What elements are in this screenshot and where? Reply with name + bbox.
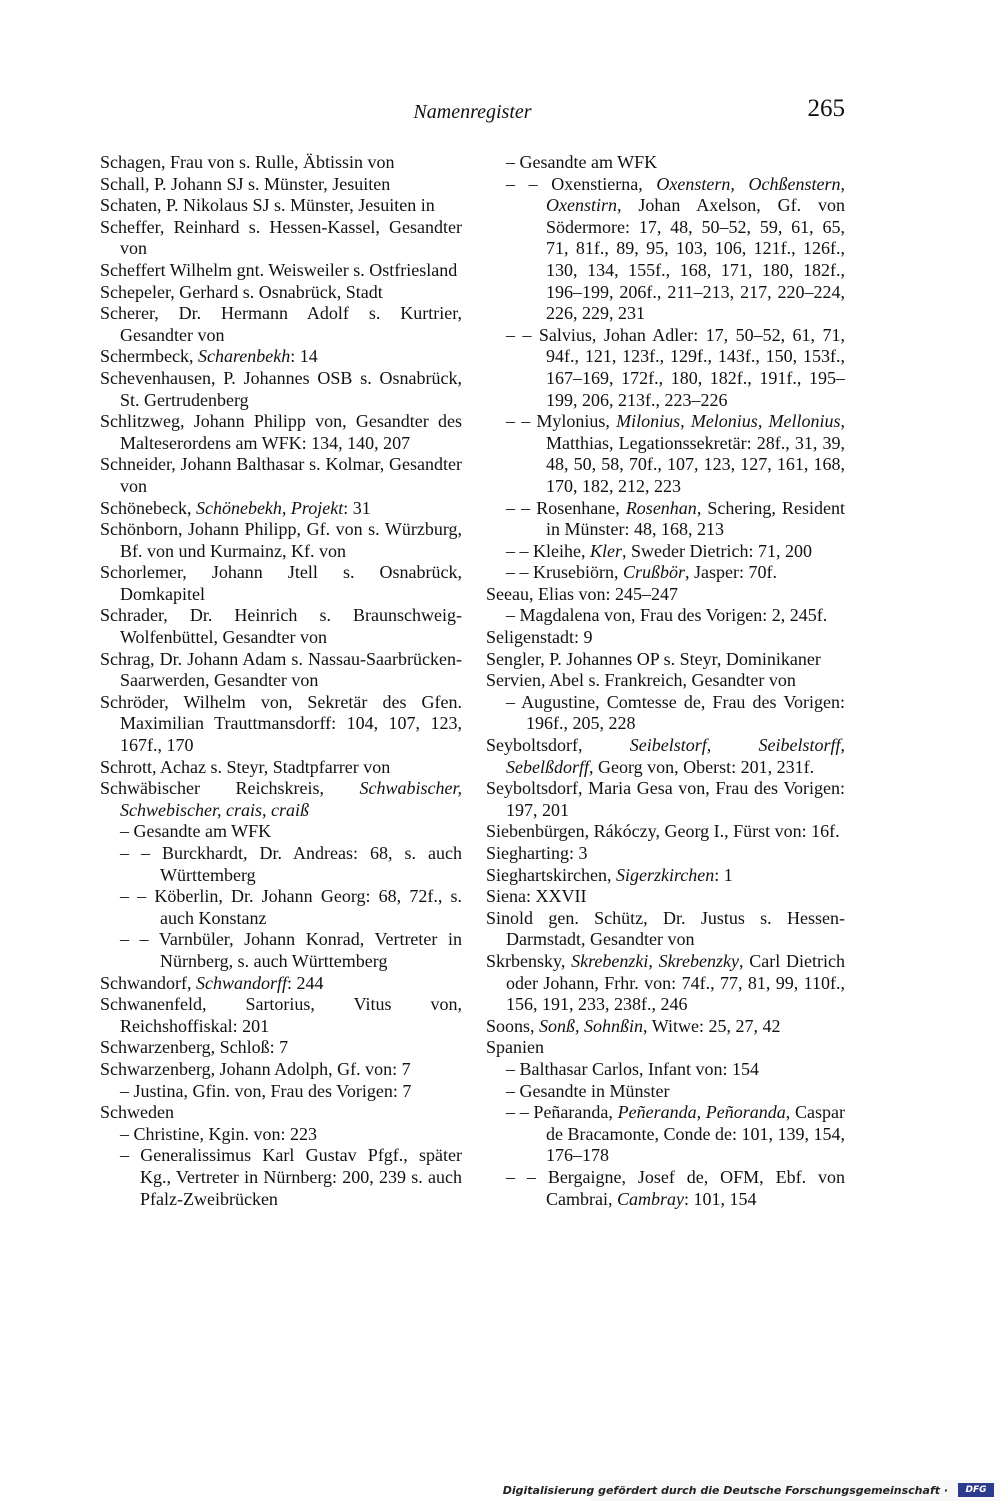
index-entry xyxy=(486,670,845,692)
variant-spelling: Kler xyxy=(589,540,622,561)
entry-text: , Jasper: 70f. xyxy=(685,562,777,583)
index-entry xyxy=(486,843,845,865)
index-entry xyxy=(100,1037,462,1059)
variant-spelling: Rosenhan xyxy=(625,497,697,518)
entry-text: Scheffer, Reinhard s. Hessen-Kassel, Gesandter von xyxy=(100,216,462,259)
entry-text: Schweden xyxy=(100,1102,174,1123)
index-entry xyxy=(486,886,845,908)
entry-text: Seeau, Elias von: 245–247 xyxy=(486,583,678,604)
entry-text: , Witwe: 25, 27, 42 xyxy=(643,1015,781,1036)
variant-spelling: Schönebekh, Projekt xyxy=(195,497,344,518)
variant-spelling: Cambray xyxy=(616,1188,684,1209)
entry-text: Siena: XXVII xyxy=(486,886,587,907)
index-entry xyxy=(486,649,845,671)
funding-footer xyxy=(502,1480,1000,1501)
index-entry xyxy=(100,368,462,411)
entry-text: Schönborn, Johann Philipp, Gf. von s. Würzburg, Bf. von und Kurmainz, Kf. von xyxy=(100,519,462,561)
index-entry xyxy=(100,411,462,454)
entry-text: Schwarzenberg, Schloß: 7 xyxy=(100,1037,289,1058)
entry-text: Seyboltsdorf, Maria Gesa von, Frau des Vorigen: 197, 201 xyxy=(486,778,845,820)
index-column-right xyxy=(486,152,845,1210)
index-subentry xyxy=(486,562,845,584)
index-entry xyxy=(486,735,845,778)
variant-spelling: Milonius, Melonius, Mellonius xyxy=(616,411,841,432)
variant-spelling: Skrebenzki, Skrebenzky xyxy=(571,950,739,971)
entry-text: – – Mylonius, xyxy=(506,411,617,432)
index-subentry xyxy=(486,174,845,325)
entry-text: Schwandorf, xyxy=(100,972,196,993)
index-entry xyxy=(100,346,462,368)
entry-text: Sengler, P. Johannes OP s. Steyr, Dominikaner xyxy=(486,648,821,669)
entry-text: Servien, Abel s. Frankreich, Gesandter von xyxy=(486,670,796,691)
index-entry xyxy=(100,973,462,995)
entry-text: – – Krusebiörn, xyxy=(506,562,623,583)
index-entry xyxy=(100,692,462,757)
index-entry xyxy=(100,1059,462,1081)
entry-text: Schwanenfeld, Sartorius, Vitus von, Reichshoffiskal: 201 xyxy=(100,994,462,1036)
index-entry xyxy=(486,1016,845,1038)
index-entry xyxy=(486,627,845,649)
entry-text: – Balthasar Carlos, Infant von: 154 xyxy=(506,1058,759,1079)
entry-text: – – Peñaranda, xyxy=(506,1102,618,1123)
index-column-left xyxy=(100,152,462,1210)
index-entry xyxy=(486,908,845,951)
variant-spelling: Schwabischer, Schwebischer, crais, craiß xyxy=(120,778,462,820)
index-subentry xyxy=(486,152,845,174)
index-entry xyxy=(100,757,462,779)
variant-spelling: Oxenstern, Ochßenstern, Oxenstirn xyxy=(546,173,845,216)
variant-spelling: Scharenbekh xyxy=(197,346,291,367)
entry-text: : 31 xyxy=(343,497,371,518)
index-entry xyxy=(100,498,462,520)
index-entry xyxy=(100,260,462,282)
entry-text: Schevenhausen, P. Johannes OSB s. Osnabrück, St. Gertrudenberg xyxy=(100,367,462,410)
entry-text: – – Bergaigne, Josef de, OFM, Ebf. von Cambrai, xyxy=(506,1166,845,1209)
entry-text: , Georg von, Oberst: 201, 231f. xyxy=(589,756,815,777)
entry-text: – Gesandte am WFK xyxy=(120,821,272,842)
entry-text: Schwäbischer Reichskreis, xyxy=(100,778,360,799)
index-subentry xyxy=(486,1059,845,1081)
variant-spelling: Sonß, Sohnßin xyxy=(539,1015,644,1036)
index-subentry xyxy=(100,843,462,886)
entry-text: , Caspar de Bracamonte, Conde de: 101, 139, 154, 176–178 xyxy=(546,1102,845,1166)
entry-text: Scheffert Wilhelm gnt. Weisweiler s. Ostfriesland xyxy=(100,259,458,280)
index-subentry xyxy=(486,692,845,735)
variant-spelling: Sigerzkirchen xyxy=(615,864,715,885)
entry-text: Sieghartskirchen, xyxy=(486,864,616,885)
entry-text: Schepeler, Gerhard s. Osnabrück, Stadt xyxy=(100,281,383,302)
entry-text: Schagen, Frau von s. Rulle, Äbtissin von xyxy=(100,152,395,172)
funding-note: Digitalisierung gefördert durch die Deutsche Forschungsgemeinschaft · xyxy=(502,1484,948,1497)
entry-text: Siegharting: 3 xyxy=(486,843,588,863)
index-entry xyxy=(100,778,462,821)
entry-text: Schrader, Dr. Heinrich s. Braunschweig-Wolfenbüttel, Gesandter von xyxy=(100,605,462,648)
index-entry xyxy=(100,217,462,260)
index-subentry xyxy=(486,1081,845,1103)
entry-text: Schwarzenberg, Johann Adolph, Gf. von: 7 xyxy=(100,1058,411,1079)
index-entry xyxy=(100,994,462,1037)
running-title: Namenregister xyxy=(413,101,532,123)
index-subentry xyxy=(486,541,845,563)
index-entry xyxy=(486,1037,845,1059)
entry-text: Skrbensky, xyxy=(486,950,572,971)
index-entry xyxy=(100,174,462,196)
index-subentry xyxy=(100,1081,462,1103)
entry-text: Seligenstadt: 9 xyxy=(486,627,593,648)
entry-text: Spanien xyxy=(486,1037,544,1058)
entry-text: : 244 xyxy=(287,972,324,993)
entry-text: Schrag, Dr. Johann Adam s. Nassau-Saarbrücken-Saarwerden, Gesandter von xyxy=(100,648,462,691)
page-header xyxy=(100,95,845,131)
entry-text: , Carl Dietrich oder Johann, Frhr. von: 74f., 77, 81, 99, 110f., 156, 191, 233, 238f., 246 xyxy=(506,950,845,1015)
entry-text: – Augustine, Comtesse de, Frau des Vorigen: 196f., 205, 228 xyxy=(506,691,845,734)
entry-text: : 14 xyxy=(290,346,318,367)
index-entry xyxy=(100,454,462,497)
entry-text: Schönebeck, xyxy=(100,497,196,518)
entry-text: Seyboltsdorf, xyxy=(486,735,630,756)
entry-text: – – Rosenhane, xyxy=(506,497,626,518)
entry-text: Scherer, Dr. Hermann Adolf s. Kurtrier, Gesandter von xyxy=(100,303,462,345)
index-subentry xyxy=(486,498,845,541)
entry-text: – Magdalena von, Frau des Vorigen: 2, 245f. xyxy=(506,605,828,626)
index-entry xyxy=(100,562,462,605)
index-subentry xyxy=(100,1145,462,1210)
index-subentry xyxy=(486,1102,845,1167)
variant-spelling: Schwandorff xyxy=(195,972,287,993)
entry-text: Siebenbürgen, Rákóczy, Georg I., Fürst von: 16f. xyxy=(486,821,840,842)
entry-text: , Matthias, Legationssekretär: 28f., 31, 39, 48, 50, 58, 70f., 107, 123, 127, 161, 168, 170, 182, 212, 223 xyxy=(546,411,846,496)
index-subentry xyxy=(100,821,462,843)
variant-spelling: Seibelstorf, Seibelstorff, Sebelßdorff xyxy=(506,735,845,777)
index-entry xyxy=(486,951,845,1016)
index-entry xyxy=(486,584,845,606)
index-entry xyxy=(486,865,845,887)
entry-text: : 101, 154 xyxy=(683,1188,757,1209)
dfg-logo: DFG xyxy=(958,1483,994,1497)
index-entry xyxy=(486,778,845,821)
entry-text: – – Salvius, Johan Adler: 17, 50–52, 61, 71, 94f., 121, 123f., 129f., 143f., 150, 153f., 167–169, 172f., 180, 182f., 191f., 195–199, 206, 213f., 223–226 xyxy=(506,324,845,410)
entry-text: – – Varnbüler, Johann Konrad, Vertreter in Nürnberg, s. auch Württemberg xyxy=(120,929,462,971)
index-subentry xyxy=(100,929,462,972)
index-entry xyxy=(100,195,462,217)
index-subentry xyxy=(100,886,462,929)
entry-text: , Sweder Dietrich: 71, 200 xyxy=(622,540,812,561)
entry-text: Sinold gen. Schütz, Dr. Justus s. Hessen-Darmstadt, Gesandter von xyxy=(486,907,845,950)
entry-text: Schlitzweg, Johann Philipp von, Gesandter des Malteserordens am WFK: 134, 140, 207 xyxy=(100,411,462,453)
entry-text: Soons, xyxy=(486,1015,540,1036)
index-entry xyxy=(486,821,845,843)
entry-text: Schröder, Wilhelm von, Sekretär des Gfen. Maximilian Trauttmansdorff: 104, 107, 123, 167f., 170 xyxy=(100,691,462,756)
entry-text: , Schering, Resident in Münster: 48, 168, 213 xyxy=(546,497,846,540)
index-subentry xyxy=(100,1124,462,1146)
entry-text: Schrott, Achaz s. Steyr, Stadtpfarrer von xyxy=(100,756,391,777)
index-subentry xyxy=(486,605,845,627)
entry-text: – – Burckhardt, Dr. Andreas: 68, s. auch Württemberg xyxy=(120,843,462,885)
index-subentry xyxy=(486,325,845,411)
page-number: 265 xyxy=(807,95,845,122)
entry-text: – – Köberlin, Dr. Johann Georg: 68, 72f., s. auch Konstanz xyxy=(120,886,462,928)
entry-text: : 1 xyxy=(714,864,733,885)
index-entry xyxy=(100,1102,462,1124)
entry-text: – Christine, Kgin. von: 223 xyxy=(120,1123,317,1144)
index-subentry xyxy=(486,1167,845,1210)
entry-text: – – Oxenstierna, xyxy=(506,173,657,194)
index-entry xyxy=(100,303,462,346)
index-entry xyxy=(100,519,462,562)
index-subentry xyxy=(486,411,845,497)
index-entry xyxy=(100,152,462,174)
entry-text: – Justina, Gfin. von, Frau des Vorigen: 7 xyxy=(120,1080,412,1101)
index-entry xyxy=(100,605,462,648)
index-entry xyxy=(100,282,462,304)
variant-spelling: Crußbör xyxy=(622,562,685,583)
entry-text: , Johan Axelson, Gf. von Södermore: 17, 48, 50–52, 59, 61, 65, 71, 81f., 89, 95, 103, 106, 121f., 126f., 130, 134, 155f., 168, 171, 180, 182f., 196–199, 206f., 211–213, 217, 220–224, 226, 229, 231 xyxy=(546,195,845,324)
entry-text: – Generalissimus Karl Gustav Pfgf., später Kg., Vertreter in Nürnberg: 200, 239 s. auch Pfalz-Zweibrücken xyxy=(120,1145,462,1209)
entry-text: Schaten, P. Nikolaus SJ s. Münster, Jesuiten in xyxy=(100,195,435,216)
entry-text: – Gesandte am WFK xyxy=(506,152,658,172)
entry-text: Schneider, Johann Balthasar s. Kolmar, Gesandter von xyxy=(100,454,462,496)
entry-text: Schall, P. Johann SJ s. Münster, Jesuiten xyxy=(100,173,391,194)
entry-text: Schorlemer, Johann Jtell s. Osnabrück, Domkapitel xyxy=(100,562,462,604)
index-entry xyxy=(100,649,462,692)
entry-text: – – Kleihe, xyxy=(506,540,590,561)
entry-text: Schermbeck, xyxy=(100,346,198,367)
entry-text: – Gesandte in Münster xyxy=(506,1080,670,1101)
variant-spelling: Peñeranda, Peñoranda xyxy=(617,1102,786,1123)
